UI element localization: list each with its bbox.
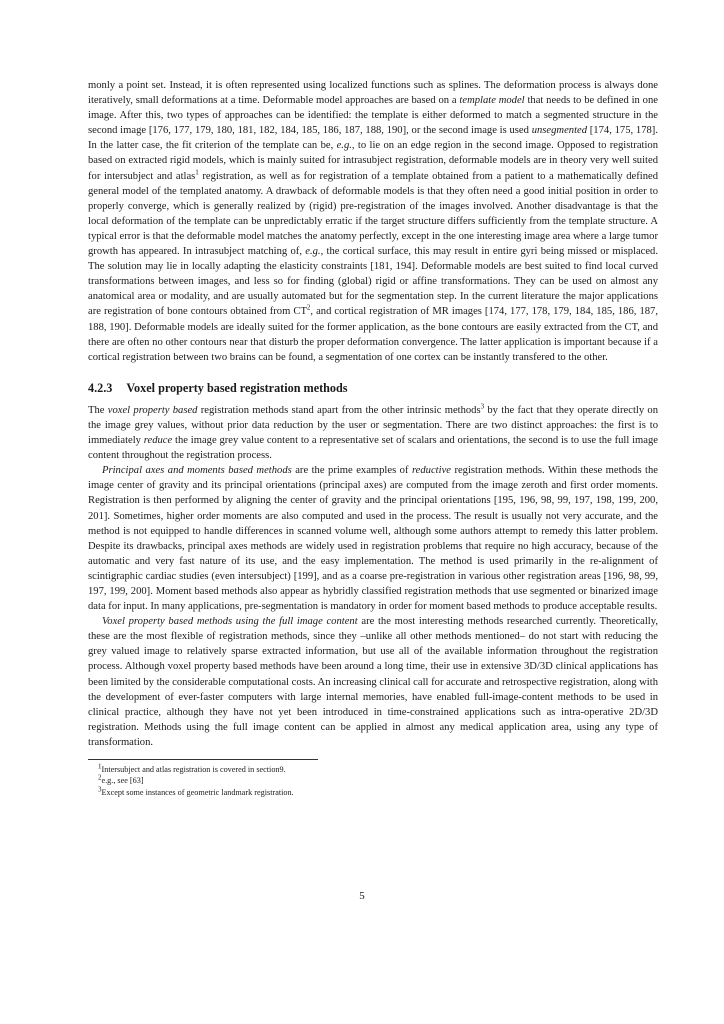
footnote [98, 784, 658, 798]
footnote-text: Intersubject and atlas registration is covered in section9. [101, 765, 286, 775]
text-run: are the prime examples of [291, 465, 412, 477]
paragraph-principal-axes [88, 463, 658, 614]
emphasis: template model [459, 95, 525, 107]
paragraph-voxel-intro [88, 403, 658, 463]
emphasis: e.g. [336, 140, 352, 152]
footnote-text: Except some instances of geometric landmark registration. [101, 787, 294, 797]
section-number: 4.2.3 [88, 380, 113, 395]
text-run: by the fact that they operate directly on the image grey values, without prior data reduction by the user or segmentation. There are two distinct approaches: the first is to immediately [88, 404, 659, 447]
emphasis: e.g. [305, 246, 321, 258]
paragraph-deformable-models [88, 78, 658, 365]
footnote-text: e.g., see [63] [101, 776, 144, 786]
text-run: The [88, 404, 108, 416]
footnote-mark: 3 [98, 784, 102, 793]
footnote-mark: 2 [98, 773, 102, 782]
footnote-marker: 3 [480, 402, 485, 411]
text-run: are the most interesting methods researched currently. Theoretically, these are the most flexible of registration methods, since they –unlike all other methods mentioned– do not start with reducing the grey valued image to relatively sparse extracted information, but use all of the available information throughout the registration process. Although voxel property based methods have been around a long time, their use in extensive 3D/3D clinical applications has been limited by the considerable computational costs. An increasing clinical call for accurate and retrospective registration, along with the development of ever-faster computers with large internal memories, have enabled full-image-content methods to be used in clinical practice, although they have not yet been introduced in time-constrained applications such as intra-operative 2D/3D registration. Methods using the full image content can be applied in almost any medical application area, using any type of transformation. [88, 616, 658, 748]
text-run: monly a point set. Instead, it is often represented using localized functions such as splines. The deformation process is always done iteratively, small deformations at a time. Deformable model approaches are based on a [88, 80, 658, 107]
footnote [98, 775, 658, 786]
text-run: that needs to be defined in one image. After this, two types of approaches can be identified: the template is either deformed to match a segmented structure in the second image [176, 177, 179, 180, 181, 182, 184, 185, 186, 187, 188, 190], or the second image is used [88, 95, 658, 137]
section-title: Voxel property based registration methods [126, 380, 348, 395]
page-body [88, 78, 658, 798]
emphasis: reductive [411, 465, 451, 477]
emphasis: reduce [143, 435, 173, 447]
page-number: 5 [359, 890, 365, 902]
footnote-divider [88, 759, 318, 760]
section-heading [88, 381, 658, 396]
text-run: registration methods stand apart from the other intrinsic methods [197, 404, 481, 416]
emphasis: Principal axes and moments based methods [102, 465, 292, 477]
emphasis: unsegmented [531, 125, 588, 137]
footnote-mark: 1 [98, 762, 102, 771]
text-run: , to lie on an edge region in the second image. Opposed to registration based on extracted rigid models, which is mainly suited for intrasubject registration, deformable models are in theory very well suited for intersubject and atlas [88, 140, 659, 182]
footnote-marker: 1 [195, 168, 199, 177]
footnotes [88, 764, 658, 798]
text-run: registration, as well as for registration of a template obtained from a patient to a mathematically defined general model of the templated anatomy. A drawback of deformable models is that they often need a good initial position in order to properly converge, which is generally realized by (rigid) pre-registration of the images involved. Another disadvantage is that the local deformation of the template can be unpredictably erratic if the target structure differs sufficiently from the template structure. A typical error is that the deformable model matches the anatomy perfectly, except in the one interesting image area where a large tumor growth has appeared. In intrasubject matching of, [88, 170, 658, 258]
footnote-marker: 2 [306, 303, 311, 312]
footnote [98, 764, 658, 775]
text-run: [174, 175, 178]. In the latter case, the fit criterion of the template can be, [88, 125, 658, 152]
emphasis: Voxel property based methods using the full image content [102, 616, 358, 628]
emphasis: voxel property based [107, 404, 198, 416]
text-run: registration methods. Within these methods the image center of gravity and its principal orientations (principal axes) are computed from the image zeroth and first order moments. Registration is then performed by aligning the center of gravity and the principal orientations [195, 196, 98, 99, 197, 198, 199, 200, 201]. Sometimes, higher order moments are also computed and used in the process. The result is usually not very accurate, and the method is not equipped to handle differences in scanned volume well, although some authors attempt to remedy this latter problem. Despite its drawbacks, principal axes methods are widely used in registration problems that require no high accuracy, because of the automatic and very fast nature of its use, and the easy implementation. The method is used primarily in the re-alignment of scintigraphic cardiac studies (even intersubject) [199], and as a coarse pre-registration in various other registration areas [196, 98, 99, 197, 199, 200]. Moment based methods also appear as hybridly classified registration methods that use segmented or binarized image data for input. In many applications, pre-segmentation is mandatory in order for moment based methods to produce acceptable results. [88, 465, 658, 613]
text-run: , the cortical surface, this may result in entire gyri being missed or misplaced. The solution may lie in locally adapting the elasticity constraints [181, 194]. Deformable models are best suited to find local curved transformations between images, and less so for finding (global) rigid or affine transformations. They can be used on almost any anatomical area or modality, and are usually automated but for the segmentation step. In the current literature the major applications are registration of bone contours obtained from CT [88, 246, 658, 318]
text-run: , and cortical registration of MR images [174, 177, 178, 179, 184, 185, 186, 187, 188, 190]. Deformable models are ideally suited for the former application, as the bone contours are easily extracted from the CT, and there are often no other contours near that disturb the proper deformation convergence. The latter application is important because if a cortical registration between two brains can be found, a segmentation of one cortex can be instantly transfered to the other. [88, 306, 658, 363]
paragraph-full-image-content [88, 614, 658, 750]
text-run: the image grey value content to a representative set of scalars and orientations, the second is to use the full image content throughout the registration process. [88, 435, 658, 462]
